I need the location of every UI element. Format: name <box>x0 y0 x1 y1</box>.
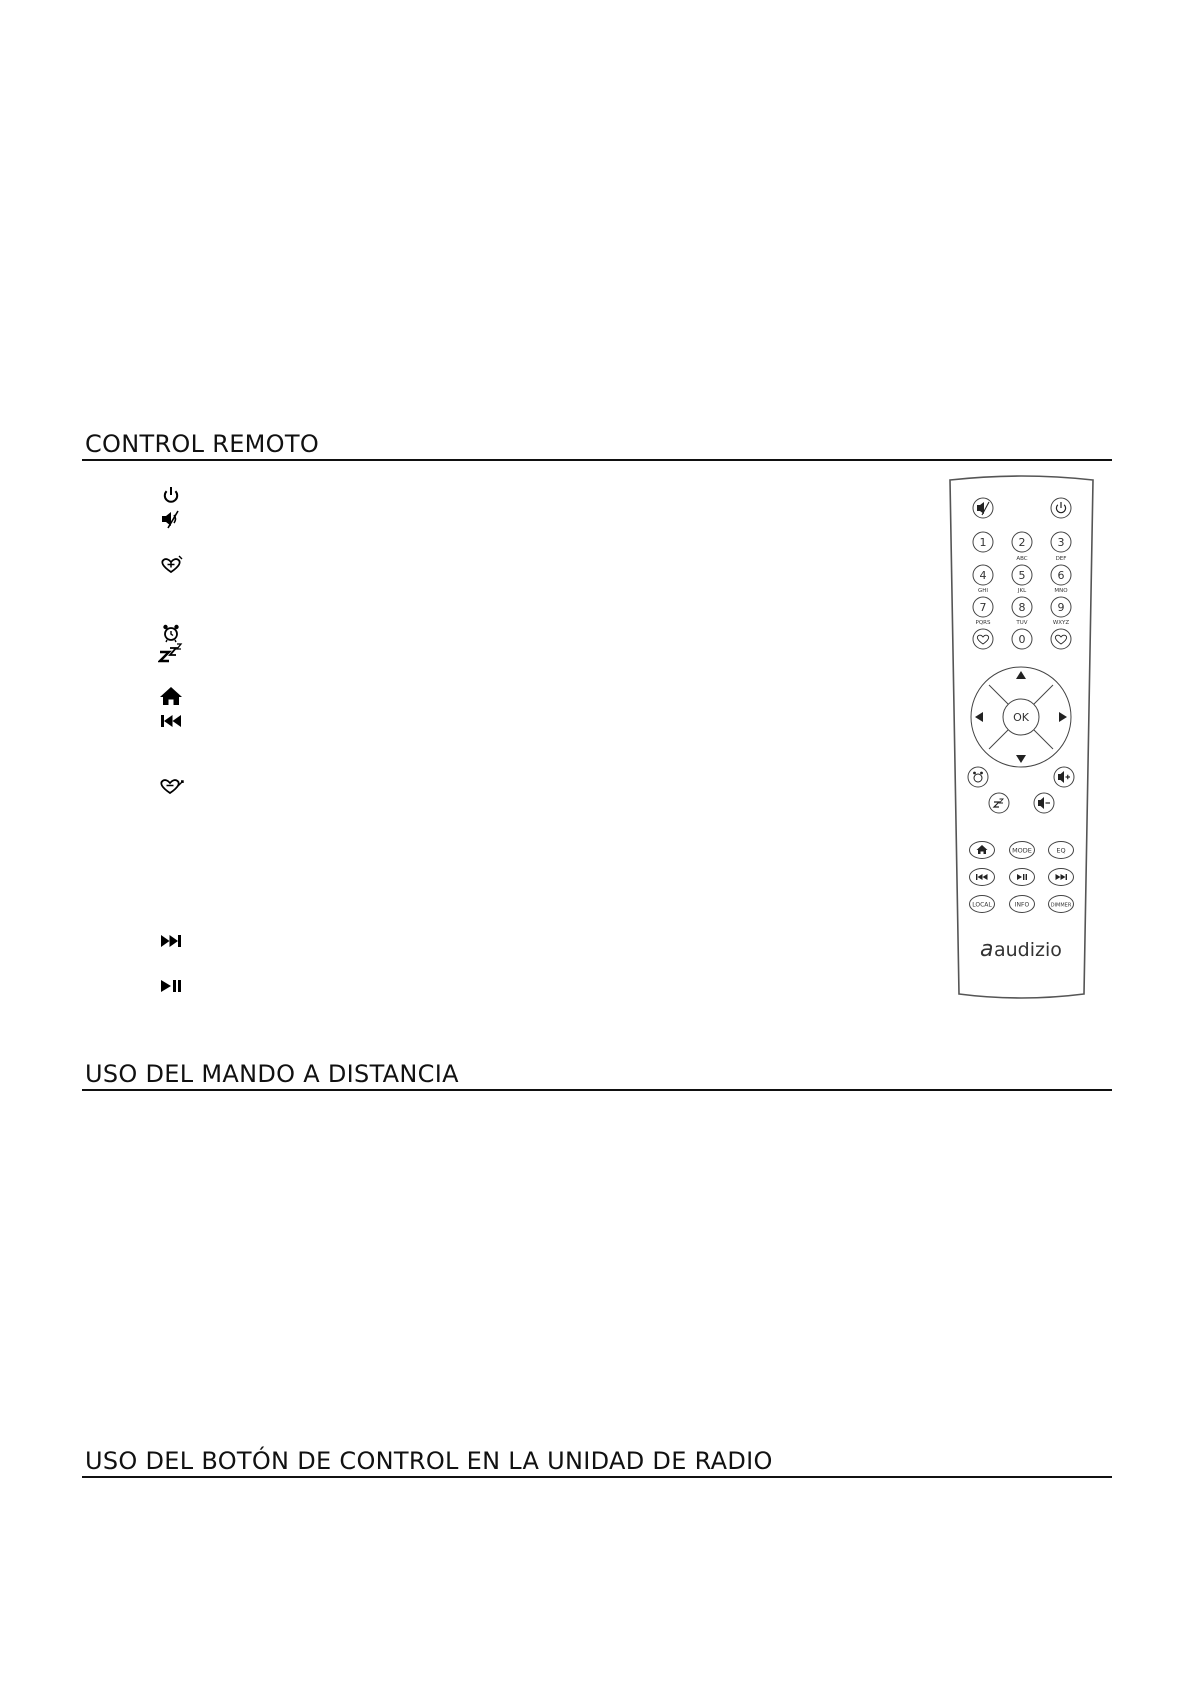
remote-mute-button <box>973 498 993 518</box>
svg-text:3: 3 <box>1057 536 1065 549</box>
next-track-icon <box>158 930 184 952</box>
svg-text:DIMMER: DIMMER <box>1050 902 1072 909</box>
svg-text:EQ: EQ <box>1056 846 1066 855</box>
svg-text:6: 6 <box>1057 569 1065 582</box>
svg-text:INFO: INFO <box>1014 901 1030 909</box>
remote-power-button <box>1051 498 1071 518</box>
play-pause-icon <box>158 975 184 997</box>
svg-text:7: 7 <box>979 601 987 614</box>
remote-preset-recall-button <box>973 629 993 649</box>
svg-text:PQRS: PQRS <box>975 620 991 626</box>
svg-text:5: 5 <box>1018 569 1026 582</box>
heading-rule <box>82 1476 1112 1478</box>
remote-next-button <box>1049 869 1074 886</box>
svg-text:ABC: ABC <box>1016 556 1028 562</box>
svg-text:a: a <box>980 937 994 962</box>
home-icon <box>158 685 184 707</box>
remote-control-illustration <box>944 474 1099 1004</box>
alarm-icon <box>158 622 184 644</box>
sleep-icon <box>158 642 184 664</box>
svg-text:MODE: MODE <box>1012 846 1032 855</box>
svg-text:JKL: JKL <box>1017 588 1027 594</box>
remote-ok-button: OK <box>1013 711 1029 724</box>
remote-key-9 <box>1051 597 1071 626</box>
svg-text:4: 4 <box>979 569 987 582</box>
svg-text:WXYZ: WXYZ <box>1052 620 1070 626</box>
section-title: CONTROL REMOTO <box>85 430 320 458</box>
remote-volume-down-button <box>1034 793 1054 813</box>
svg-text:audizio: audizio <box>994 939 1062 961</box>
remote-key-1 <box>973 532 993 552</box>
power-icon <box>158 484 184 506</box>
remote-home-button <box>970 842 995 859</box>
preset-recall-icon <box>158 554 184 576</box>
svg-text:GHI: GHI <box>977 588 989 594</box>
remote-previous-button <box>970 869 995 886</box>
remote-sleep-button <box>989 793 1009 813</box>
remote-play-pause-button <box>1010 869 1035 886</box>
preset-store-icon <box>158 775 184 797</box>
section-title: USO DEL MANDO A DISTANCIA <box>85 1060 459 1088</box>
previous-track-icon <box>158 710 184 732</box>
remote-alarm-button <box>968 767 988 787</box>
remote-dimmer-button <box>1049 896 1074 913</box>
svg-text:9: 9 <box>1057 601 1065 614</box>
svg-text:TUV: TUV <box>1016 620 1028 626</box>
section-heading-uso-boton <box>82 1438 1112 1478</box>
svg-text:MNO: MNO <box>1054 588 1068 594</box>
svg-text:2: 2 <box>1018 536 1026 549</box>
heading-rule <box>82 459 1112 461</box>
remote-volume-up-button <box>1054 767 1074 787</box>
remote-eq-button <box>1049 842 1074 859</box>
remote-local-button <box>970 896 995 913</box>
mute-icon <box>158 508 184 530</box>
remote-preset-store-button <box>1051 629 1071 649</box>
audizio-logo <box>980 937 1062 962</box>
svg-text:8: 8 <box>1018 601 1026 614</box>
remote-info-button <box>1010 896 1035 913</box>
section-heading-control-remoto <box>82 421 1112 461</box>
remote-key-7 <box>973 597 993 626</box>
remote-navigation-pad <box>971 667 1071 767</box>
svg-text:0: 0 <box>1018 633 1026 646</box>
section-heading-uso-mando <box>82 1051 1112 1091</box>
remote-mode-button <box>1010 842 1035 859</box>
heading-rule <box>82 1089 1112 1091</box>
svg-text:DEF: DEF <box>1055 556 1067 562</box>
svg-text:LOCAL: LOCAL <box>972 901 992 909</box>
section-title: USO DEL BOTÓN DE CONTROL EN LA UNIDAD DE RADIO <box>85 1447 773 1475</box>
svg-text:1: 1 <box>979 536 987 549</box>
remote-key-0 <box>1012 629 1032 649</box>
